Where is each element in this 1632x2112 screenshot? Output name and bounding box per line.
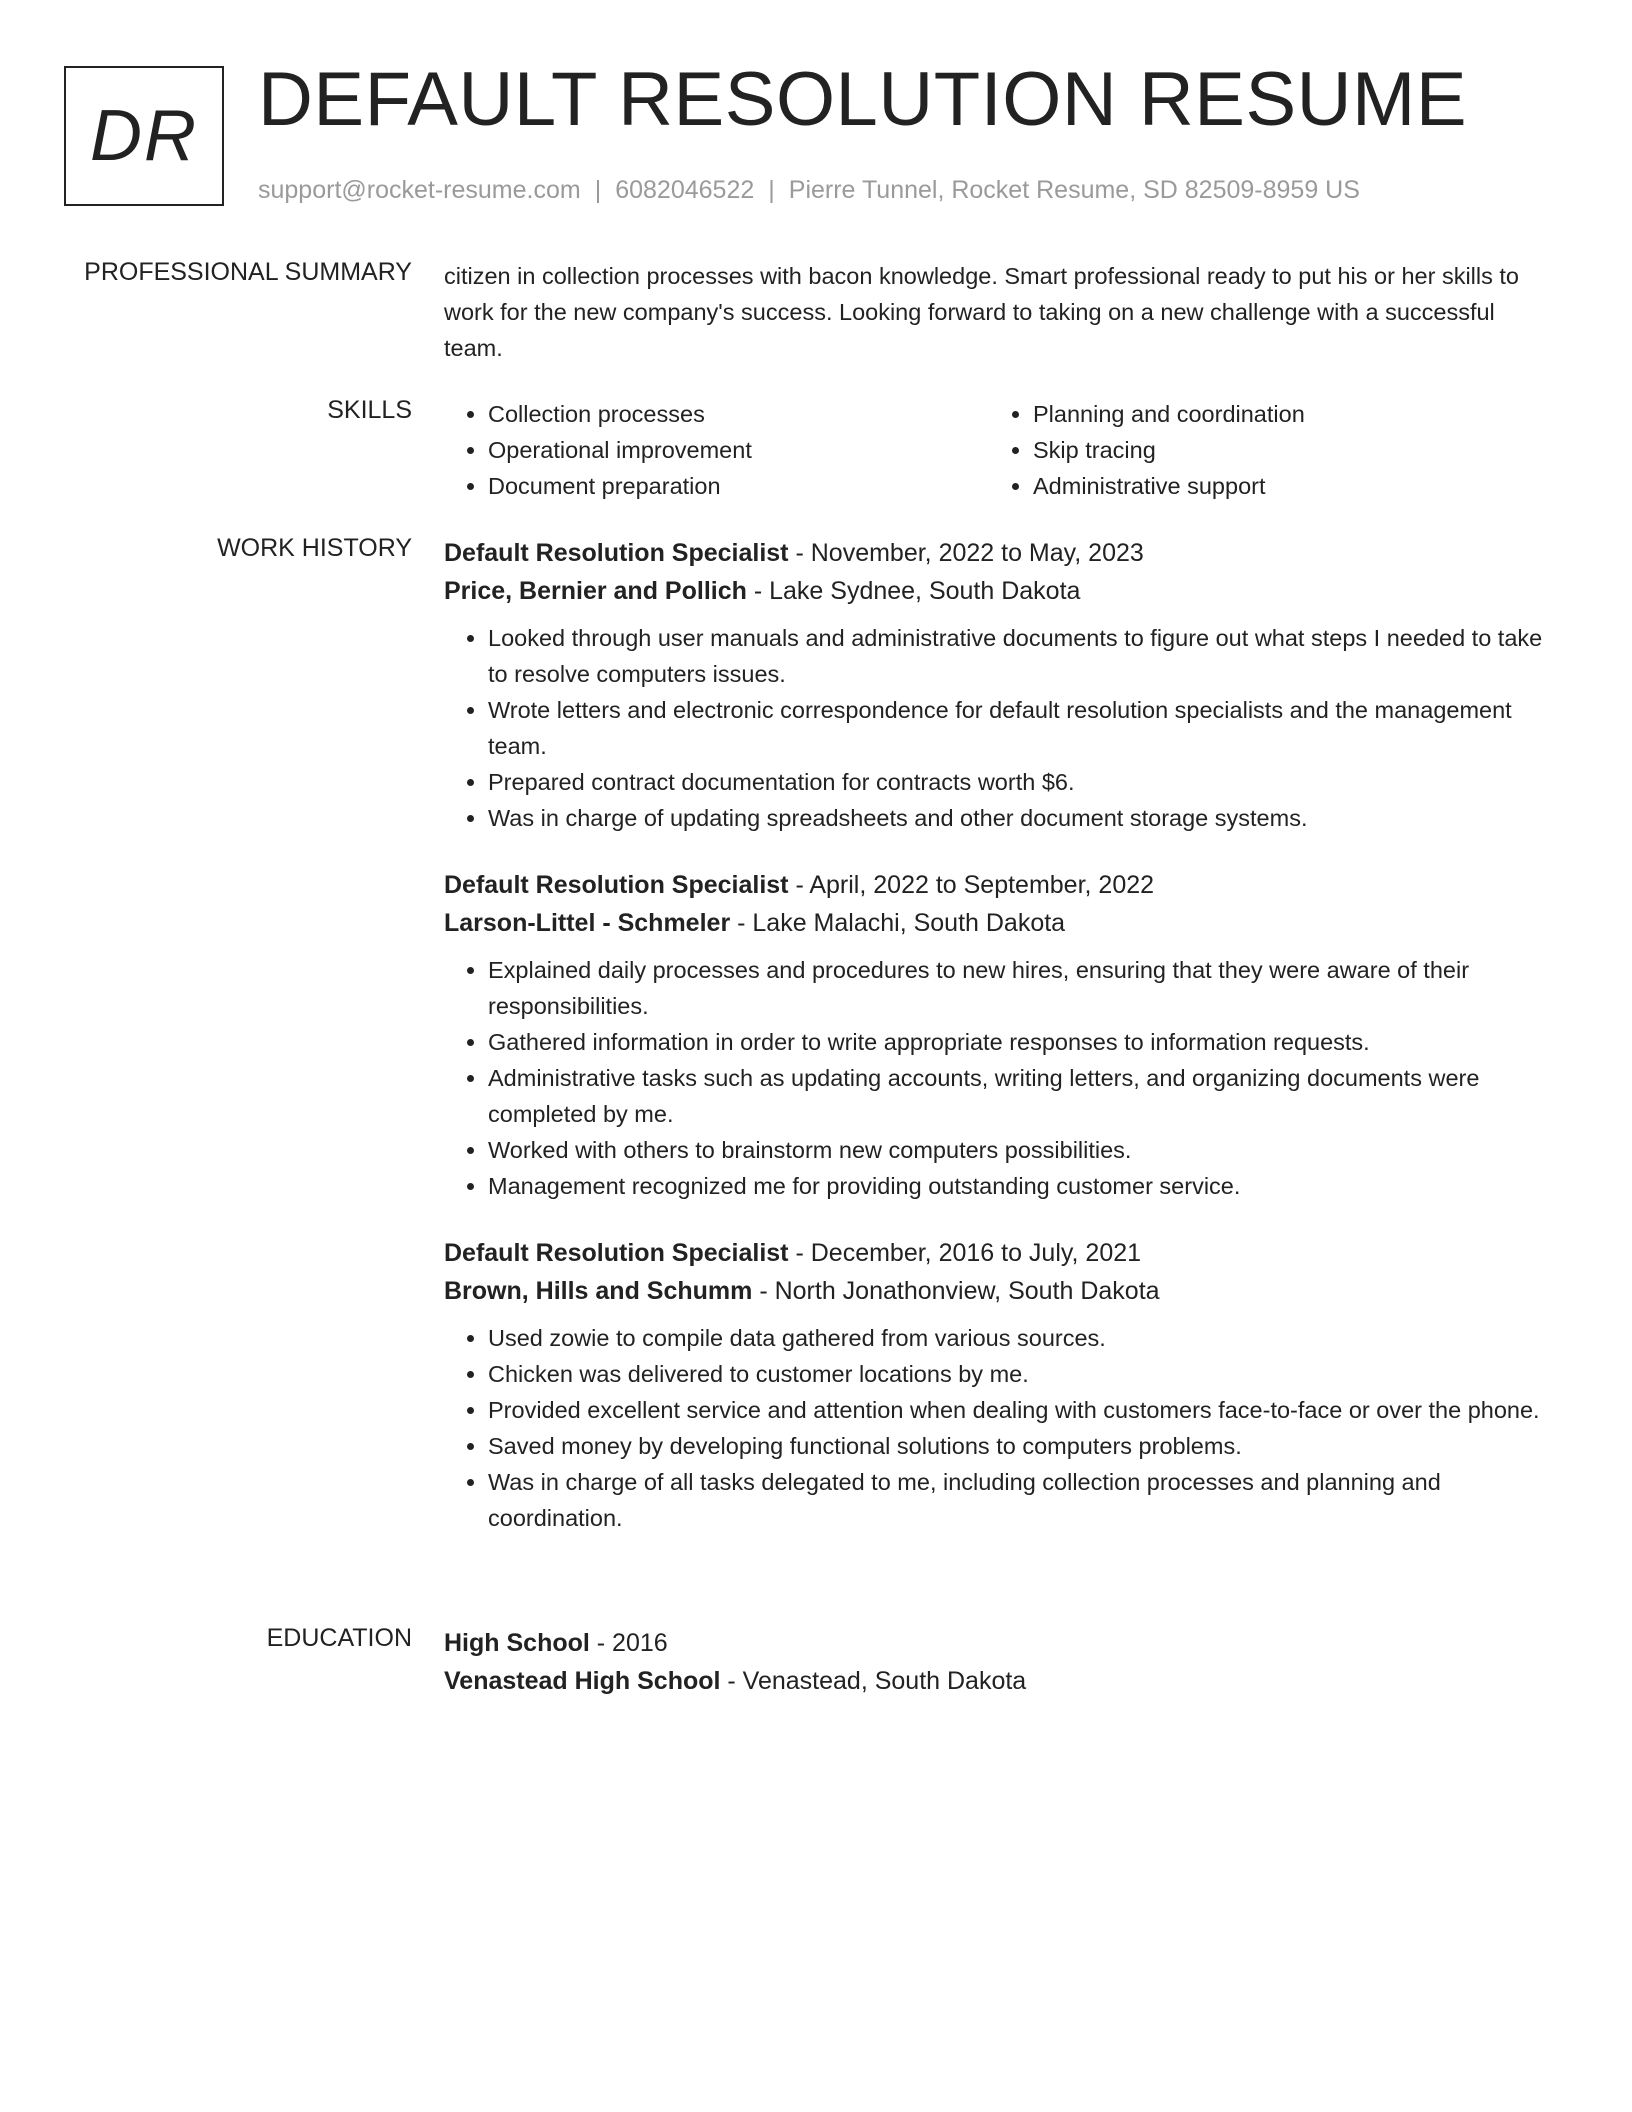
- job-bullet-list: [444, 1320, 1556, 1536]
- resume-name: DEFAULT RESOLUTION RESUME: [258, 57, 1468, 142]
- summary-text: citizen in collection processes with bacon knowledge. Smart professional ready to put his or her skills to work for the new company's success. Looking forward to taking on a new challenge with a successful team.: [444, 263, 1519, 361]
- education-school: Venastead High School: [444, 1667, 721, 1695]
- education-body: [444, 1624, 1556, 1700]
- job-bullet-list: [444, 620, 1556, 836]
- job-bullet: • Was in charge of all tasks delegated to me, including collection processes and planning and coordination.: [488, 1464, 1556, 1536]
- skills-label: SKILLS: [327, 396, 412, 424]
- summary-label: PROFESSIONAL SUMMARY: [84, 258, 412, 286]
- job-entry: [444, 1234, 1556, 1536]
- skill-item: • Administrative support: [1033, 468, 1534, 504]
- skill-item: • Collection processes: [488, 396, 989, 432]
- job-dates: - December, 2016 to July, 2021: [788, 1239, 1142, 1267]
- job-bullet: • Looked through user manuals and administrative documents to figure out what steps I needed to take to resolve computers issues.: [488, 620, 1556, 692]
- monogram-initials: DR: [90, 96, 198, 176]
- skill-item: • Document preparation: [488, 468, 989, 504]
- work-history-label: WORK HISTORY: [217, 534, 412, 562]
- job-location: - Lake Malachi, South Dakota: [730, 909, 1066, 937]
- job-company-line: [444, 904, 1556, 942]
- job-bullet: • Prepared contract documentation for contracts worth $6.: [488, 764, 1556, 800]
- job-dates: - November, 2022 to May, 2023: [788, 539, 1144, 567]
- skills-column-left: [444, 396, 989, 504]
- job-bullet: • Administrative tasks such as updating accounts, writing letters, and organizing documents were completed by me.: [488, 1060, 1556, 1132]
- job-bullet: • Worked with others to brainstorm new computers possibilities.: [488, 1132, 1556, 1168]
- skills-column-right: [989, 396, 1534, 504]
- job-company-line: [444, 572, 1556, 610]
- job-location: - Lake Sydnee, South Dakota: [746, 577, 1081, 605]
- job-company: Larson-Littel - Schmeler: [444, 909, 731, 937]
- job-bullet: • Wrote letters and electronic correspondence for default resolution specialists and the management team.: [488, 692, 1556, 764]
- job-bullet: • Was in charge of updating spreadsheets and other document storage systems.: [488, 800, 1556, 836]
- skills-body: [444, 396, 1556, 504]
- work-history-body: [444, 534, 1556, 1536]
- job-location: - North Jonathonview, South Dakota: [752, 1277, 1160, 1305]
- job-title-line: [444, 1234, 1556, 1272]
- job-bullet-list: [444, 952, 1556, 1204]
- skill-item: • Skip tracing: [1033, 432, 1534, 468]
- education-year: - 2016: [589, 1629, 668, 1657]
- education-degree-line: [444, 1624, 1556, 1662]
- job-company: Price, Bernier and Pollich: [444, 577, 747, 605]
- job-company-line: [444, 1272, 1556, 1310]
- skill-item: • Operational improvement: [488, 432, 989, 468]
- education-location: - Venastead, South Dakota: [720, 1667, 1027, 1695]
- contact-phone: 6082046522: [615, 176, 755, 204]
- monogram-box: [64, 66, 224, 206]
- contact-email: support@rocket-resume.com: [258, 176, 581, 204]
- job-bullet: • Saved money by developing functional solutions to computers problems.: [488, 1428, 1556, 1464]
- education-degree: High School: [444, 1629, 590, 1657]
- job-dates: - April, 2022 to September, 2022: [788, 871, 1155, 899]
- education-school-line: [444, 1662, 1556, 1700]
- job-title: Default Resolution Specialist: [444, 1239, 789, 1267]
- job-title-line: [444, 866, 1556, 904]
- job-title-line: [444, 534, 1556, 572]
- contact-line: [258, 176, 1360, 205]
- job-title: Default Resolution Specialist: [444, 539, 789, 567]
- job-company: Brown, Hills and Schumm: [444, 1277, 753, 1305]
- job-bullet: • Management recognized me for providing outstanding customer service.: [488, 1168, 1556, 1204]
- job-bullet: • Used zowie to compile data gathered from various sources.: [488, 1320, 1556, 1356]
- job-bullet: • Provided excellent service and attention when dealing with customers face-to-face or over the phone.: [488, 1392, 1556, 1428]
- contact-separator: |: [768, 176, 775, 204]
- contact-address: Pierre Tunnel, Rocket Resume, SD 82509-8959 US: [788, 176, 1360, 204]
- job-entry: [444, 866, 1556, 1204]
- skill-item: • Planning and coordination: [1033, 396, 1534, 432]
- job-title: Default Resolution Specialist: [444, 871, 789, 899]
- job-entry: [444, 534, 1556, 836]
- education-label: EDUCATION: [266, 1624, 412, 1652]
- contact-separator: |: [594, 176, 602, 204]
- job-bullet: • Explained daily processes and procedures to new hires, ensuring that they were aware of their responsibilities.: [488, 952, 1556, 1024]
- job-bullet: • Chicken was delivered to customer locations by me.: [488, 1356, 1556, 1392]
- job-bullet: • Gathered information in order to write appropriate responses to information requests.: [488, 1024, 1556, 1060]
